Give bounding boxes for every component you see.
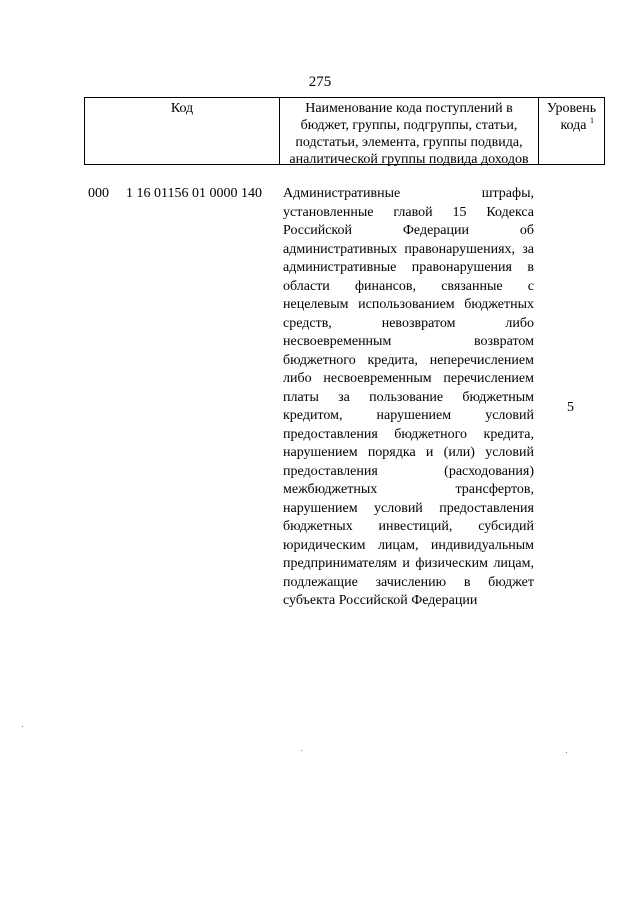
header-code-cell — [85, 98, 280, 164]
scan-speck — [566, 752, 567, 753]
description-line: межбюджетных трансфертов, — [283, 482, 534, 497]
row-prefix: 000 — [88, 186, 109, 201]
row-code: 1 16 01156 01 0000 140 — [126, 186, 262, 201]
description-line: бюджетных инвестиций, субсидий — [283, 519, 534, 534]
description-line: Административные штрафы, — [283, 186, 534, 201]
scan-speck — [22, 726, 23, 727]
description-line: предоставления бюджетного кредита, — [283, 426, 534, 442]
description-line: либо несвоевременным перечислением — [283, 371, 534, 386]
description-line: Российской Федерации об — [283, 223, 534, 238]
footnote-marker: 1 — [590, 116, 594, 125]
description-line: административные правонарушения в — [283, 260, 534, 275]
table-header — [84, 97, 605, 165]
header-name-cell — [280, 98, 539, 167]
description-line: предпринимателям и физическим лицам, — [283, 556, 534, 571]
header-level-code-line — [539, 117, 604, 134]
description-line: нарушением порядка и (или) условий — [283, 445, 534, 460]
header-code-label: Код — [170, 101, 194, 116]
header-level-cell — [539, 98, 604, 164]
header-level-label: Уровень — [546, 101, 597, 116]
row-level: 5 — [567, 400, 574, 415]
description-line: установленные главой 15 Кодекса — [283, 204, 534, 220]
description-line: средств, невозвратом либо — [283, 315, 534, 331]
header-name-line: бюджет, группы, подгруппы, статьи, — [300, 118, 518, 133]
description-line: субъекта Российской Федерации — [283, 593, 478, 608]
page-number: 275 — [308, 74, 332, 90]
row-description — [283, 185, 534, 611]
description-line: кредитом, нарушением условий — [283, 408, 534, 423]
header-name-line: Наименование кода поступлений в — [305, 101, 513, 116]
description-line: административных правонарушениях, за — [283, 241, 534, 257]
description-line: бюджетного кредита, неперечислением — [283, 352, 534, 368]
header-name-line: аналитической группы подвида доходов — [289, 152, 529, 167]
header-name-line: подстатьи, элемента, группы подвида, — [295, 135, 523, 150]
description-line: области финансов, связанные с — [283, 278, 534, 294]
description-line: подлежащие зачислению в бюджет — [283, 574, 534, 590]
description-line: предоставления (расходования) — [283, 463, 534, 479]
header-level-code-label: кода — [560, 118, 587, 133]
description-line: нецелевым использованием бюджетных — [283, 297, 534, 312]
description-line: юридическим лицам, индивидуальным — [283, 537, 534, 553]
scan-speck — [301, 750, 302, 751]
description-line: несвоевременным возвратом — [283, 334, 534, 349]
description-line: платы за пользование бюджетным — [283, 389, 534, 405]
description-line: нарушением условий предоставления — [283, 500, 534, 516]
